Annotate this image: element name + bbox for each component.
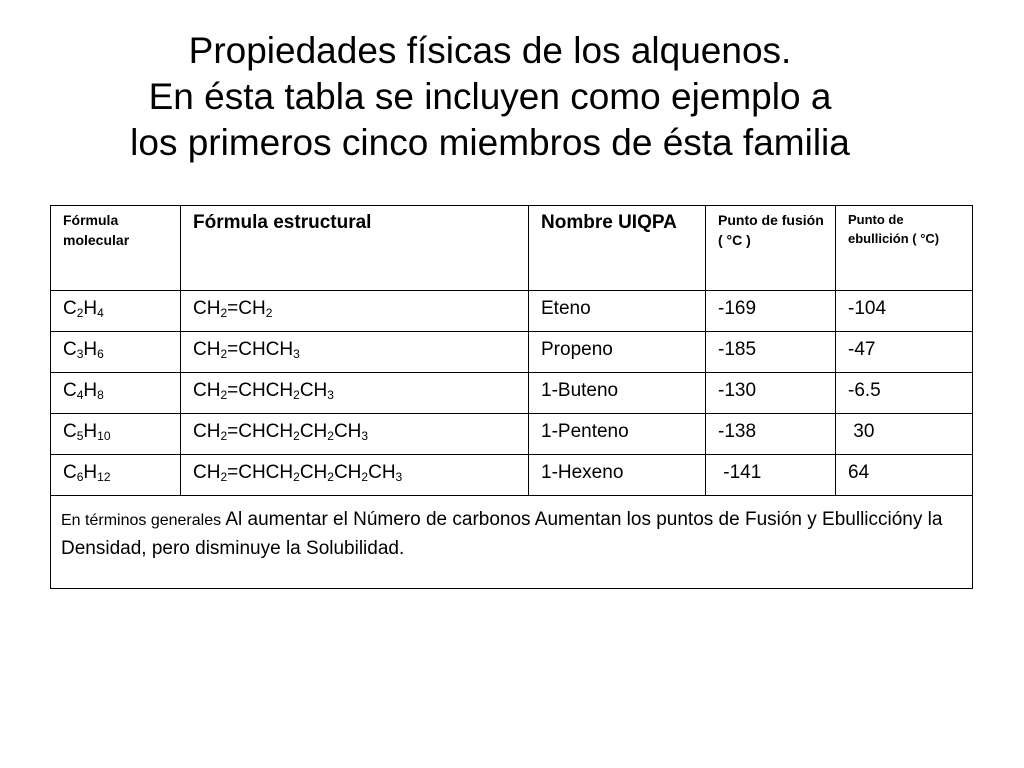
formula-subscript: 12	[97, 470, 111, 484]
title-line-3: los primeros cinco miembros de ésta familia	[130, 122, 850, 163]
table-row	[51, 455, 973, 496]
cell-punto-ebullicion: 64	[836, 455, 973, 496]
table-row	[51, 414, 973, 455]
cell-punto-fusion: -138	[706, 414, 836, 455]
cell-punto-ebullicion: 30	[836, 414, 973, 455]
note-intro: En términos generales	[61, 512, 222, 529]
formula-part: CH	[193, 298, 221, 319]
formula-subscript: 2	[293, 470, 300, 484]
formula-subscript: 6	[76, 470, 84, 484]
formula-part: C	[63, 421, 77, 442]
cell-punto-ebullicion: -47	[836, 332, 973, 373]
cell-punto-fusion: -130	[706, 373, 836, 414]
formula-subscript: 2	[265, 306, 273, 320]
formula-subscript: 3	[327, 388, 334, 402]
cell-punto-fusion: -141	[706, 455, 836, 496]
table-row	[51, 332, 973, 373]
cell-punto-ebullicion: -6.5	[836, 373, 973, 414]
formula-part: H	[83, 380, 98, 401]
cell-formula-molecular	[51, 373, 181, 414]
note-cell	[51, 496, 973, 589]
formula-subscript: 4	[76, 388, 84, 402]
formula-part: CH	[333, 421, 362, 442]
title-line-1: Propiedades físicas de los alquenos.	[188, 30, 792, 71]
formula-part: =CHCH	[227, 421, 294, 442]
cell-formula-molecular	[51, 291, 181, 332]
cell-formula-estructural	[181, 332, 529, 373]
formula-subscript: 2	[220, 347, 228, 361]
cell-nombre: Eteno	[529, 291, 706, 332]
cell-formula-molecular	[51, 455, 181, 496]
cell-nombre: 1-Penteno	[529, 414, 706, 455]
formula-part: CH	[193, 339, 221, 360]
cell-formula-estructural	[181, 455, 529, 496]
formula-part: C	[63, 298, 77, 319]
formula-part: C	[63, 380, 77, 401]
note-text: Al aumentar el Número de carbonos Aumentan los puntos de Fusión y Ebulliccióny la Densidad, pero disminuye la Solubilidad.	[61, 509, 943, 559]
formula-subscript: 3	[395, 470, 403, 484]
note-row	[51, 496, 973, 589]
formula-subscript: 3	[293, 347, 300, 361]
formula-part: =CH	[227, 298, 266, 319]
formula-subscript: 2	[293, 429, 300, 443]
cell-punto-fusion: -185	[706, 332, 836, 373]
header-formula-estructural: Fórmula estructural	[181, 206, 529, 291]
formula-subscript: 2	[327, 470, 334, 484]
table-body	[51, 291, 973, 589]
formula-subscript: 2	[293, 388, 300, 402]
formula-subscript: 2	[361, 470, 369, 484]
cell-formula-estructural	[181, 414, 529, 455]
formula-subscript: 5	[76, 429, 84, 443]
formula-subscript: 2	[220, 306, 228, 320]
formula-subscript: 6	[97, 347, 104, 361]
cell-nombre: 1-Hexeno	[529, 455, 706, 496]
formula-part: =CHCH	[227, 339, 294, 360]
slide-title	[0, 28, 980, 166]
cell-formula-estructural	[181, 291, 529, 332]
formula-part: C	[63, 462, 77, 483]
formula-part: CH	[193, 380, 221, 401]
formula-part: H	[83, 298, 98, 319]
formula-subscript: 8	[97, 388, 104, 402]
cell-nombre: 1-Buteno	[529, 373, 706, 414]
header-punto-fusion: Punto de fusión ( °C )	[706, 206, 836, 291]
cell-formula-estructural	[181, 373, 529, 414]
formula-part: C	[63, 339, 77, 360]
formula-subscript: 4	[97, 306, 104, 320]
formula-subscript: 3	[361, 429, 369, 443]
formula-part: CH	[368, 462, 396, 483]
formula-subscript: 2	[220, 429, 228, 443]
formula-subscript: 2	[220, 470, 228, 484]
formula-part: H	[83, 339, 98, 360]
formula-subscript: 3	[76, 347, 84, 361]
formula-part: =CHCH	[227, 380, 294, 401]
formula-subscript: 10	[97, 429, 111, 443]
formula-part: CH	[299, 380, 328, 401]
formula-part: CH	[193, 421, 221, 442]
formula-part: CH	[299, 462, 328, 483]
formula-part: CH	[193, 462, 221, 483]
cell-formula-molecular	[51, 332, 181, 373]
header-nombre-uiqpa: Nombre UIQPA	[529, 206, 706, 291]
formula-part: CH	[333, 462, 362, 483]
formula-part: H	[83, 421, 98, 442]
header-punto-ebullicion: Punto de ebullición ( °C)	[836, 206, 973, 291]
cell-formula-molecular	[51, 414, 181, 455]
formula-subscript: 2	[327, 429, 334, 443]
table-row	[51, 291, 973, 332]
alkenes-properties-table	[50, 205, 973, 589]
cell-punto-ebullicion: -104	[836, 291, 973, 332]
formula-part: H	[83, 462, 98, 483]
title-line-2: En ésta tabla se incluyen como ejemplo a	[148, 76, 832, 117]
formula-subscript: 2	[76, 306, 84, 320]
table-row	[51, 373, 973, 414]
cell-nombre: Propeno	[529, 332, 706, 373]
header-formula-molecular: Fórmula molecular	[51, 206, 181, 291]
formula-part: CH	[299, 421, 328, 442]
formula-part: =CHCH	[227, 462, 294, 483]
table-header-row	[51, 206, 973, 291]
formula-subscript: 2	[220, 388, 228, 402]
cell-punto-fusion: -169	[706, 291, 836, 332]
